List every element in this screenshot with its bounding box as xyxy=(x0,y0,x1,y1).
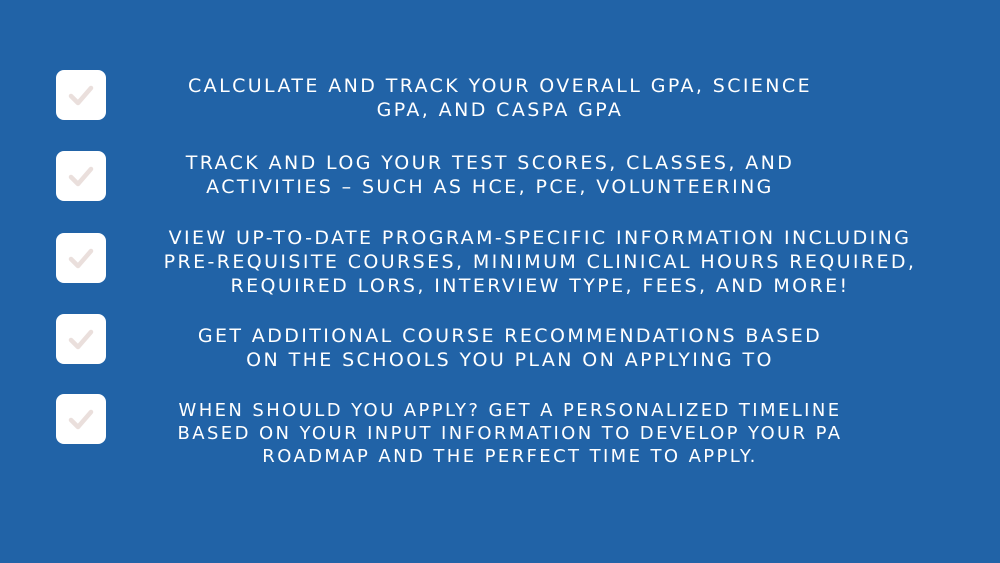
feature-line: ON THE SCHOOLS YOU PLAN ON APPLYING TO xyxy=(246,349,774,371)
feature-line: PRE-REQUISITE COURSES, MINIMUM CLINICAL HOURS REQUIRED, xyxy=(163,251,917,273)
checkbox xyxy=(56,394,106,444)
feature-line: BASED ON YOUR INPUT INFORMATION TO DEVELOP YOUR PA xyxy=(177,423,843,444)
checkmark-icon xyxy=(64,322,98,356)
feature-text xyxy=(140,226,940,298)
feature-text xyxy=(160,324,860,372)
checkmark-icon xyxy=(64,159,98,193)
feature-text xyxy=(150,74,850,122)
checkmark-icon xyxy=(64,402,98,436)
checkbox xyxy=(56,314,106,364)
checkbox xyxy=(56,151,106,201)
feature-line: CALCULATE AND TRACK YOUR OVERALL GPA, SCIENCE xyxy=(188,75,812,97)
checkmark-icon xyxy=(64,78,98,112)
feature-line: WHEN SHOULD YOU APPLY? GET A PERSONALIZED TIMELINE xyxy=(178,400,842,421)
feature-text xyxy=(140,151,840,199)
checkmark-icon xyxy=(64,241,98,275)
feature-line: REQUIRED LORS, INTERVIEW TYPE, FEES, AND MORE! xyxy=(230,275,850,297)
feature-text xyxy=(160,399,860,468)
checkbox xyxy=(56,70,106,120)
feature-line: GET ADDITIONAL COURSE RECOMMENDATIONS BASED xyxy=(197,325,823,347)
feature-line: ROADMAP AND THE PERFECT TIME TO APPLY. xyxy=(262,446,758,467)
checkbox xyxy=(56,233,106,283)
feature-line: VIEW UP-TO-DATE PROGRAM-SPECIFIC INFORMATION INCLUDING xyxy=(168,227,912,249)
feature-line: GPA, AND CASPA GPA xyxy=(376,99,624,121)
feature-line: ACTIVITIES – SUCH AS HCE, PCE, VOLUNTEERING xyxy=(206,176,774,198)
feature-line: TRACK AND LOG YOUR TEST SCORES, CLASSES, AND xyxy=(185,152,795,174)
